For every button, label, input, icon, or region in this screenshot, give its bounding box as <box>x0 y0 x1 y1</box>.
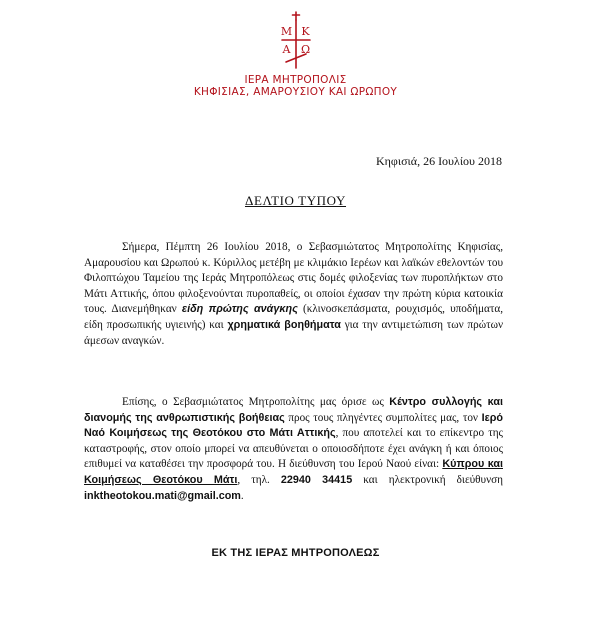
text: . <box>240 489 244 502</box>
paragraph-collection-center <box>84 395 503 504</box>
emblem-letter: Ω <box>300 43 310 56</box>
metropolis-emblem-icon <box>276 10 316 72</box>
text: Σήμερα, Πέμπτη 26 Ιουλίου 2018, ο Σεβασμιώτατος Μητροπολίτης Κηφισίας, Αμαρουσίου και Ωρωπού κ. Κύριλλος μετέβη με κλιμάκιο Ιερέων και λαϊκών εθελοντών του Φιλοπτώχου Ταμείου της Ιεράς Μητροπόλεως στις δομές φιλοξενίας των πυροπλήκτων στο Μάτι Αττικής, όπου φιλοξενούνται πυροπαθείς, οι οποίοι έχασαν την πρώτη κύρια κατοικία τους. Διανεμήθηκαν <box>84 241 503 316</box>
organization-region: ΚΗΦΙΣΙΑΣ, ΑΜΑΡΟΥΣΙΟΥ ΚΑΙ ΩΡΩΠΟΥ <box>193 86 398 98</box>
text: Επίσης, ο Σεβασμιώτατος Μητροπολίτης μας όρισε ως <box>122 396 390 408</box>
organization-name: ΙΕΡΑ ΜΗΤΡΟΠΟΛΙΣ <box>244 74 347 86</box>
text: (κλινοσκεπάσματα, ρουχισμός, υποδήματα, είδη προσωπικής υγιεινής) και <box>84 303 503 331</box>
emblem-letter: Α <box>282 43 290 56</box>
document-title: ΔΕΛΤΙΟ ΤΥΠΟΥ <box>244 193 347 208</box>
emphasis-financial-aid: χρηματικά βοηθήματα <box>227 318 341 331</box>
phone-number: 22940 34415 <box>280 473 353 486</box>
emblem-letter: Κ <box>300 25 310 38</box>
emblem-letter: Μ <box>280 25 292 38</box>
text: για την αντιμετώπιση των πρώτων άμεσων αναγκών. <box>84 318 503 347</box>
text: προς τους πληγέντες συμπολίτες μας, τον <box>284 411 482 424</box>
church-address: Κύπρου και Κοιμήσεως Θεοτόκου Μάτι <box>84 458 503 486</box>
document-date: Κηφισιά, 26 Ιουλίου 2018 <box>375 154 502 168</box>
emphasis-collection-center: Κέντρο συλλογής και διανομής της ανθρωπιστικής βοήθειας <box>84 396 503 424</box>
text: , τηλ. <box>237 473 281 486</box>
letterhead <box>0 10 591 98</box>
text: , που αποτελεί και το επίκεντρο της καταστροφής, στον οποίο μπορεί να απευθύνεται ο οποιοσδήποτε έχει ανάγκη ή και όποιος επιθυμεί να καταθέσει την προσφορά του. Η διεύθυνση του Ιερού Ναού είναι: <box>84 427 503 471</box>
email-address: inktheotokou.mati@gmail.com <box>84 489 241 502</box>
text: και ηλεκτρονική διεύθυνση <box>352 473 504 486</box>
emphasis-church-name: Ιερό Ναό Κοιμήσεως της Θεοτόκου στο Μάτι Αττικής <box>84 411 503 440</box>
emphasis-essentials: είδη πρώτης ανάγκης <box>181 303 298 316</box>
signoff: ΕΚ ΤΗΣ ΙΕΡΑΣ ΜΗΤΡΟΠΟΛΕΩΣ <box>211 547 380 559</box>
paragraph-announcement <box>84 240 503 349</box>
